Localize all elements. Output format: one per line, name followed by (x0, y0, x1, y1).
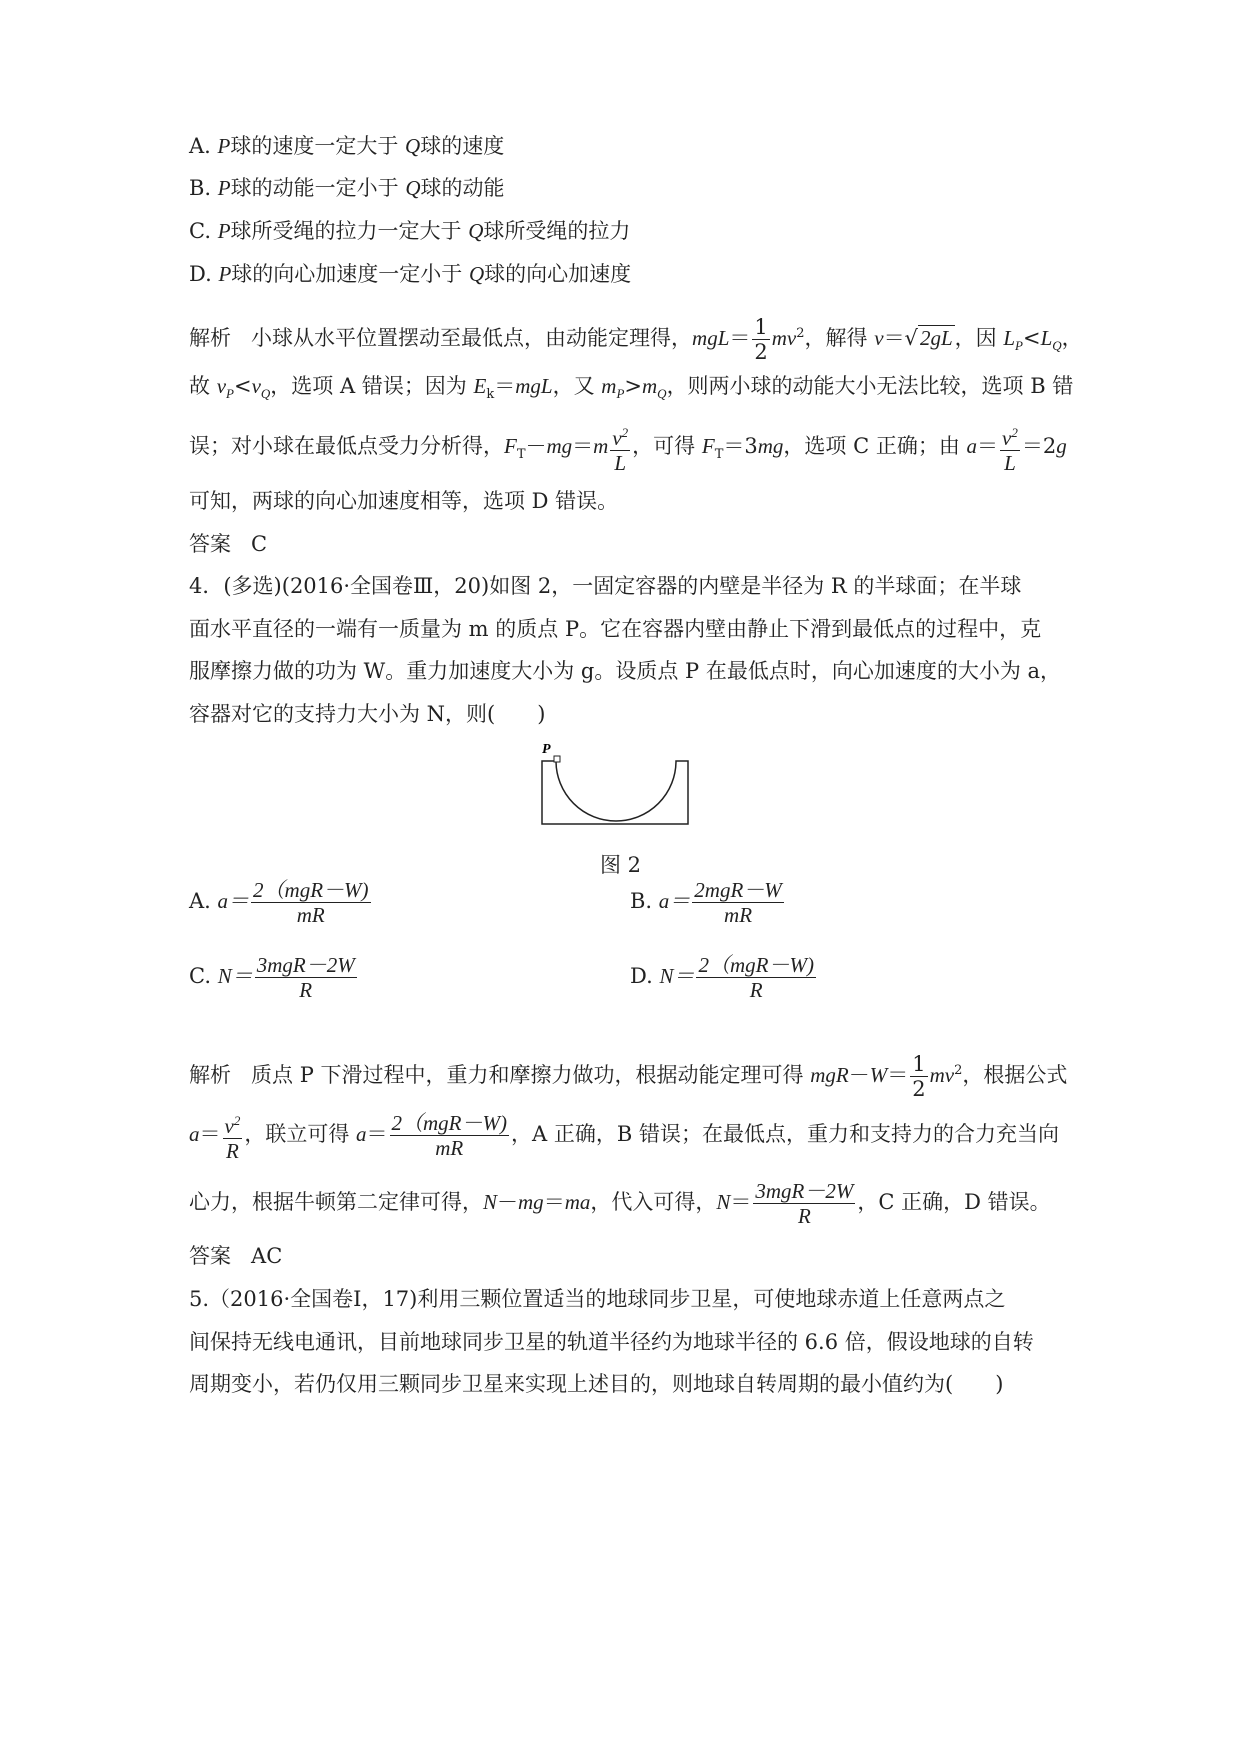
q3-option-a: A. P球的速度一定大于 Q球的速度 (189, 134, 505, 158)
q5-stem-line-1: 5.（2016·全国卷Ⅰ，17)利用三颗位置适当的地球同步卫星，可使地球赤道上任意两点之 (189, 1287, 1006, 1311)
answer-value: C (251, 532, 268, 556)
q3-option-c: C. P球所受绳的拉力一定大于 Q球所受绳的拉力 (189, 219, 631, 243)
q3-answer (189, 529, 1059, 559)
q4-stem-line-1: 4．(多选)(2016·全国卷Ⅲ，20)如图 2，一固定容器的内壁是半径为 R 的半球面；在半球 (189, 574, 1022, 598)
q4-stem-line-2: 面水平直径的一端有一质量为 m 的质点 P。它在容器内壁由静止下滑到最低点的过程中，克 (189, 617, 1042, 641)
figure-caption: 图 2 (599, 853, 642, 877)
q4-analysis-line-3: 心力，根据牛顿第二定律可得，N－mg＝ma，代入可得，N＝ $\frac{\text{3mgR－2W}}{R}$ ，C 正确，D 错误。 (189, 1179, 1051, 1228)
answer-heading: 答案 (189, 532, 231, 556)
q3-analysis-line-3: 误；对小球在最低点受力分析得，$F_T-mg=m$ $\frac{v^2}{L}$ ，可得 $F_T=3mg$，选项 C 正确；由 a＝ $\frac{v^2}{L}$ ＝2g (189, 418, 1059, 474)
q4-stem-line-4: 容器对它的支持力大小为 N，则( ) (189, 702, 546, 726)
q4-analysis-line-2: a＝ $\frac{v^2}{R}$ ，联立可得 a＝ $\frac{\text{2（mgR－W)}}{mR}$ ，A 正确，B 错误；在最低点，重力和支持力的合力充当向 (189, 1106, 1059, 1162)
q4-option-b: B. a＝ $\frac{\text{2mgR－W}}{mR}$ (630, 878, 782, 927)
fraction-half: $\frac{1}{2}$ (754, 315, 768, 364)
hemisphere-container-figure (520, 740, 720, 840)
q5-stem-line-3: 周期变小，若仍仅用三颗同步卫星来实现上述目的，则地球自转周期的最小值约为( ) (189, 1372, 1004, 1396)
q3-analysis-line-4: 可知，两球的向心加速度相等，选项 D 错误。 (189, 489, 619, 513)
answer-value: AC (251, 1244, 283, 1268)
q4-answer (189, 1241, 1059, 1271)
q5-stem-line-2: 间保持无线电通讯，目前地球同步卫星的轨道半径约为地球半径的 6.6 倍，假设地球的自转 (189, 1330, 1034, 1354)
answer-heading: 答案 (189, 1244, 231, 1268)
analysis-heading: 解析 (189, 1063, 231, 1087)
particle-p (554, 756, 560, 762)
q3-analysis-line-1: 解析 小球从水平位置摆动至最低点，由动能定理得，mgL＝ $\frac{1}{2}$ $mv^2$，解得 v＝√2gL，因 $L_P<L_Q$， (189, 315, 1083, 364)
q4-option-a: A. a＝ $\frac{\text{2（mgR－W)}}{mR}$ (189, 878, 369, 927)
q4-stem-line-3: 服摩擦力做的功为 W。重力加速度大小为 g。设质点 P 在最低点时，向心加速度的大小为 a， (189, 659, 1062, 683)
q4-option-c: C. N＝ $\frac{\text{3mgR－2W}}{R}$ (189, 953, 355, 1002)
figure-label-p: P (542, 742, 551, 757)
q4-option-d: D. N＝ $\frac{\text{2（mgR－W)}}{R}$ (630, 953, 814, 1002)
analysis-heading: 解析 (189, 326, 231, 350)
q4-analysis-line-1: 解析 质点 P 下滑过程中，重力和摩擦力做功，根据动能定理可得 mgR－W＝ $\frac{1}{2}$ $mv^2$，根据公式 (189, 1052, 1068, 1101)
container-outline (542, 761, 688, 824)
q3-option-b: B. P球的动能一定小于 Q球的动能 (189, 176, 505, 200)
q3-option-d: D. P球的向心加速度一定小于 Q球的向心加速度 (189, 262, 632, 286)
q3-analysis-line-2: 故 $v_P<v_Q$，选项 A 错误；因为 $E_k=mgL$，又 $m_P>m_Q$，则两小球的动能大小无法比较，选项 B 错 (189, 374, 1074, 403)
